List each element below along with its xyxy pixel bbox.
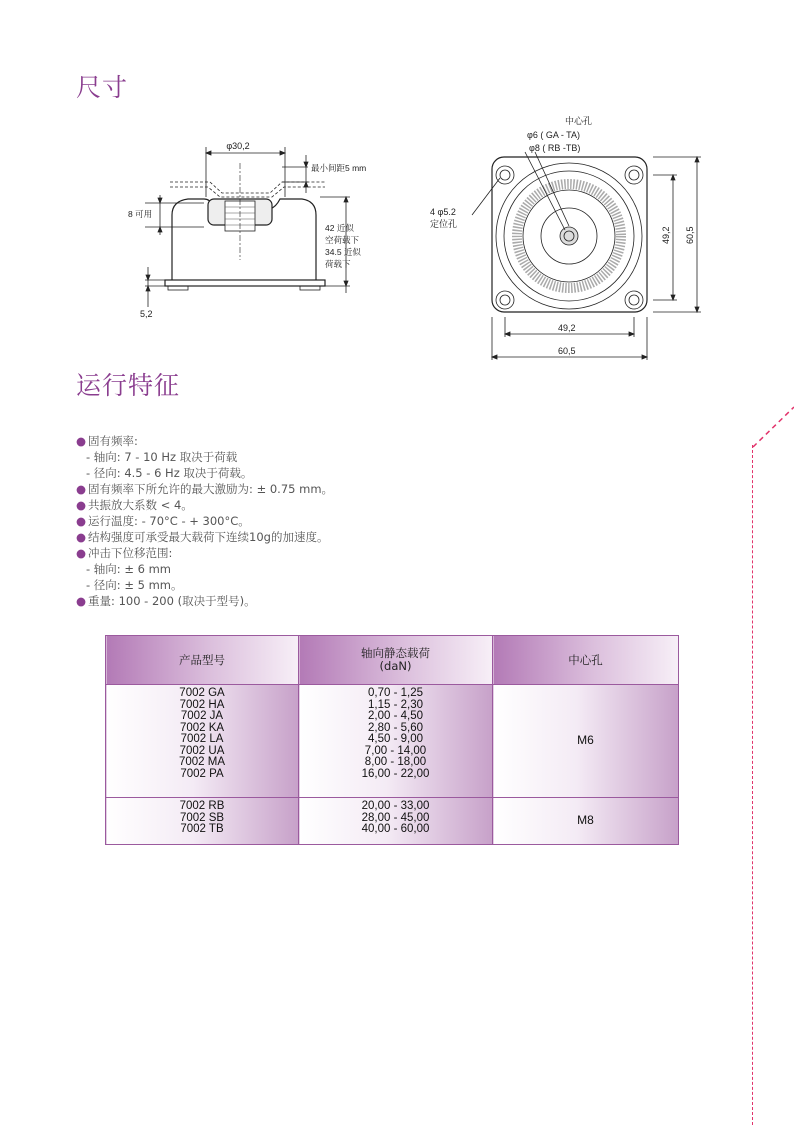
bullet-dot: ●	[76, 482, 87, 496]
bullet-dot: ●	[76, 530, 87, 544]
dim-outer-horizontal: 60,5	[558, 346, 576, 356]
feature-item: - 径向: ± 5 mm。	[86, 578, 183, 592]
mount-holes-label-2: 定位孔	[430, 219, 458, 229]
feature-item: - 轴向: ± 6 mm	[86, 562, 172, 576]
spec-table	[105, 635, 679, 845]
bullet-dot: ●	[76, 594, 87, 608]
dim-inner-vertical: 49,2	[661, 226, 671, 244]
center-hole-cell: M6	[493, 685, 679, 798]
features-list	[76, 433, 636, 609]
models-cell: 7002 GA 7002 HA 7002 JA 7002 KA 7002 LA 7002 UA 7002 MA 7002 PA	[106, 685, 299, 798]
plate-thickness-label: 5,2	[140, 309, 153, 319]
table-row	[106, 798, 679, 845]
center-hole-title: 中心孔	[565, 116, 593, 126]
feature-item: - 径向: 4.5 - 6 Hz 取决于荷载。	[86, 466, 253, 480]
feature-item: ● 重量: 100 - 200 (取决于型号)。	[76, 594, 256, 608]
dim-outer-vertical: 60,5	[685, 226, 695, 244]
feature-item: - 轴向: 7 - 10 Hz 取决于荷载	[86, 450, 238, 464]
center-hole-cell: M8	[493, 798, 679, 845]
feature-item: ● 固有频率下所允许的最大激励为: ± 0.75 mm。	[76, 482, 334, 496]
feature-item: ● 冲击下位移范围:	[76, 546, 173, 560]
dim-inner-horizontal: 49,2	[558, 323, 576, 333]
section-title-dimensions: 尺寸	[76, 73, 129, 102]
header-center-hole: 中心孔	[493, 636, 679, 685]
height-empty-label-1: 42 近似	[325, 223, 354, 233]
top-view-drawing	[425, 112, 705, 367]
bullet-dot: ●	[76, 498, 87, 512]
travel-label: 8 可用	[128, 209, 153, 219]
center-hole-ga-label: φ6 ( GA - TA)	[527, 130, 581, 140]
cut-line	[752, 445, 753, 1125]
feature-item: ● 运行温度: - 70°C - + 300°C。	[76, 514, 250, 528]
loads-cell: 0,70 - 1,25 1,15 - 2,30 2,00 - 4,50 2,80 - 5,60 4,50 - 9,00 7,00 - 14,00 8,00 - 18,00 16,00 - 22,00	[299, 685, 493, 798]
height-loaded-label-2: 荷载下	[325, 259, 351, 269]
center-hole-rb-label: φ8 ( RB -TB)	[529, 143, 581, 153]
height-empty-label-2: 空荷载下	[325, 235, 360, 245]
models-cell: 7002 RB 7002 SB 7002 TB	[106, 798, 299, 845]
feature-item: ● 共振放大系数 < 4。	[76, 498, 193, 512]
height-loaded-label-1: 34.5 近似	[325, 247, 361, 257]
min-gap-label: 最小间距5 mm	[311, 163, 367, 173]
table-row	[106, 685, 679, 798]
feature-item: ● 结构强度可承受最大载荷下连续10g的加速度。	[76, 530, 329, 544]
bullet-dot: ●	[76, 546, 87, 560]
dim-diameter-label: φ30,2	[226, 141, 250, 151]
section-title-operation: 运行特征	[76, 371, 181, 400]
loads-cell: 20,00 - 33,00 28,00 - 45,00 40,00 - 60,00	[299, 798, 493, 845]
header-axial-load: 轴向静态载荷 (daN)	[299, 636, 493, 685]
side-view-drawing	[120, 135, 380, 325]
bullet-dot: ●	[76, 434, 87, 448]
bullet-dot: ●	[76, 514, 87, 528]
cut-line-corner	[750, 405, 794, 450]
feature-item: ● 固有频率:	[76, 434, 138, 448]
header-model: 产品型号	[106, 636, 299, 685]
mount-holes-label-1: 4 φ5.2	[430, 207, 456, 217]
